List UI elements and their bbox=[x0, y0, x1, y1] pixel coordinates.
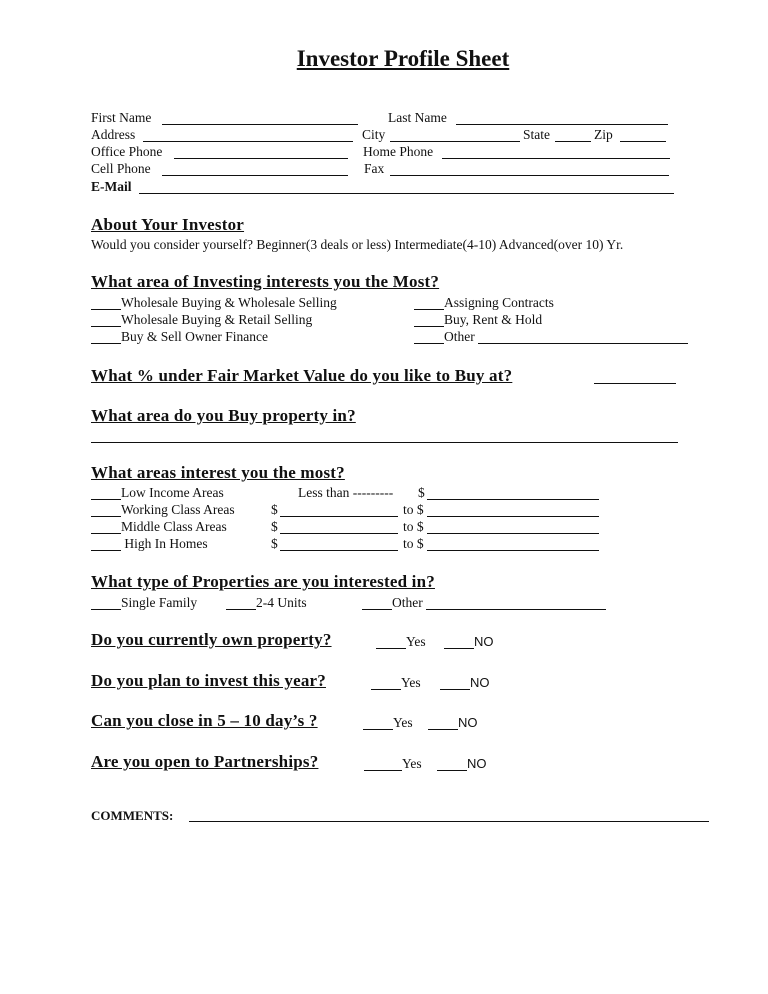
middle-class-max-field[interactable] bbox=[427, 533, 599, 534]
fax-label: Fax bbox=[364, 161, 385, 176]
option-checkbox-wholesale-retail[interactable] bbox=[91, 326, 121, 327]
partnerships-no: NO bbox=[467, 756, 487, 771]
area-high-to: to $ bbox=[403, 536, 424, 551]
city-label: City bbox=[362, 127, 386, 142]
about-question: Would you consider yourself? Beginner(3 deals or less) Intermediate(4-10) Advanced(over 10) Yr. bbox=[91, 237, 624, 252]
address-field[interactable] bbox=[143, 141, 353, 142]
home-phone-label: Home Phone bbox=[363, 144, 434, 159]
office-phone-label: Office Phone bbox=[91, 144, 163, 159]
partnerships-yes-blank[interactable] bbox=[364, 770, 402, 771]
area-high-in: High In Homes bbox=[121, 536, 208, 551]
email-label: E-Mail bbox=[91, 179, 132, 194]
other-interest-field[interactable] bbox=[478, 343, 688, 344]
buy-area-heading: What area do you Buy property in? bbox=[91, 406, 356, 425]
invest-year-yes: Yes bbox=[401, 675, 421, 690]
high-in-max-field[interactable] bbox=[427, 550, 599, 551]
option-checkbox-wholesale-wholesale[interactable] bbox=[91, 309, 121, 310]
area-middle-to: to $ bbox=[403, 519, 424, 534]
zip-label: Zip bbox=[594, 127, 613, 142]
address-label: Address bbox=[91, 127, 136, 142]
email-field[interactable] bbox=[139, 193, 674, 194]
last-name-field[interactable] bbox=[456, 124, 668, 125]
option-other-interest: Other bbox=[444, 329, 475, 344]
option-owner-finance: Buy & Sell Owner Finance bbox=[121, 329, 268, 344]
office-phone-field[interactable] bbox=[174, 158, 348, 159]
type-other-field[interactable] bbox=[426, 609, 606, 610]
question-own-property: Do you currently own property? bbox=[91, 630, 332, 649]
area-checkbox-working-class[interactable] bbox=[91, 516, 121, 517]
close-days-yes-blank[interactable] bbox=[363, 729, 393, 730]
option-wholesale-wholesale: Wholesale Buying & Wholesale Selling bbox=[121, 295, 337, 310]
type-checkbox-other[interactable] bbox=[362, 609, 392, 610]
area-low-income: Low Income Areas bbox=[121, 485, 224, 500]
partnerships-no-blank[interactable] bbox=[437, 770, 467, 771]
invest-year-yes-blank[interactable] bbox=[371, 689, 401, 690]
page-title: Investor Profile Sheet bbox=[296, 46, 510, 71]
state-field[interactable] bbox=[555, 141, 591, 142]
invest-year-no: NO bbox=[470, 675, 490, 690]
low-income-max-field[interactable] bbox=[427, 499, 599, 500]
option-checkbox-assigning-contracts[interactable] bbox=[414, 309, 444, 310]
area-less-than: Less than --------- bbox=[298, 485, 394, 500]
question-partnerships: Are you open to Partnerships? bbox=[91, 752, 319, 771]
areas-heading: What areas interest you the most? bbox=[91, 463, 345, 482]
middle-class-min-field[interactable] bbox=[280, 533, 398, 534]
type-2-4-units: 2-4 Units bbox=[256, 595, 307, 610]
own-property-no-blank[interactable] bbox=[444, 648, 474, 649]
own-property-yes-blank[interactable] bbox=[376, 648, 406, 649]
comments-field[interactable] bbox=[189, 821, 709, 822]
option-checkbox-other-interest[interactable] bbox=[414, 343, 444, 344]
comments-label: COMMENTS: bbox=[91, 808, 174, 823]
type-checkbox-single-family[interactable] bbox=[91, 609, 121, 610]
area-working-class: Working Class Areas bbox=[121, 502, 235, 517]
fmv-heading: What % under Fair Market Value do you like to Buy at? bbox=[91, 366, 513, 385]
area-checkbox-middle-class[interactable] bbox=[91, 533, 121, 534]
option-buy-rent-hold: Buy, Rent & Hold bbox=[444, 312, 543, 327]
working-class-min-field[interactable] bbox=[280, 516, 398, 517]
city-field[interactable] bbox=[390, 141, 520, 142]
type-single-family: Single Family bbox=[121, 595, 198, 610]
question-close-days: Can you close in 5 – 10 day’s ? bbox=[91, 711, 318, 730]
high-in-min-field[interactable] bbox=[280, 550, 398, 551]
own-property-yes: Yes bbox=[406, 634, 426, 649]
fax-field[interactable] bbox=[390, 175, 669, 176]
invest-year-no-blank[interactable] bbox=[440, 689, 470, 690]
option-checkbox-owner-finance[interactable] bbox=[91, 343, 121, 344]
buy-area-field[interactable] bbox=[91, 442, 678, 443]
about-heading: About Your Investor bbox=[91, 215, 245, 234]
area-working-to: to $ bbox=[403, 502, 424, 517]
area-middle-dollar: $ bbox=[271, 519, 278, 534]
partnerships-yes: Yes bbox=[402, 756, 422, 771]
first-name-field[interactable] bbox=[162, 124, 358, 125]
close-days-no: NO bbox=[458, 715, 478, 730]
interests-heading: What area of Investing interests you the Most? bbox=[91, 272, 440, 291]
area-low-dollar: $ bbox=[418, 485, 425, 500]
area-working-dollar: $ bbox=[271, 502, 278, 517]
type-checkbox-2-4-units[interactable] bbox=[226, 609, 256, 610]
last-name-label: Last Name bbox=[388, 110, 447, 125]
working-class-max-field[interactable] bbox=[427, 516, 599, 517]
close-days-no-blank[interactable] bbox=[428, 729, 458, 730]
option-checkbox-buy-rent-hold[interactable] bbox=[414, 326, 444, 327]
close-days-yes: Yes bbox=[393, 715, 413, 730]
property-types-heading: What type of Properties are you interested in? bbox=[91, 572, 435, 591]
home-phone-field[interactable] bbox=[442, 158, 670, 159]
zip-field[interactable] bbox=[620, 141, 666, 142]
cell-phone-field[interactable] bbox=[162, 175, 348, 176]
area-middle-class: Middle Class Areas bbox=[121, 519, 227, 534]
first-name-label: First Name bbox=[91, 110, 152, 125]
area-checkbox-high-in[interactable] bbox=[91, 550, 121, 551]
area-high-dollar: $ bbox=[271, 536, 278, 551]
question-invest-this-year: Do you plan to invest this year? bbox=[91, 671, 326, 690]
state-label: State bbox=[523, 127, 550, 142]
area-checkbox-low-income[interactable] bbox=[91, 499, 121, 500]
option-wholesale-retail: Wholesale Buying & Retail Selling bbox=[121, 312, 313, 327]
option-assigning-contracts: Assigning Contracts bbox=[444, 295, 554, 310]
type-other: Other bbox=[392, 595, 423, 610]
fmv-field[interactable] bbox=[594, 383, 676, 384]
own-property-no: NO bbox=[474, 634, 494, 649]
cell-phone-label: Cell Phone bbox=[91, 161, 151, 176]
